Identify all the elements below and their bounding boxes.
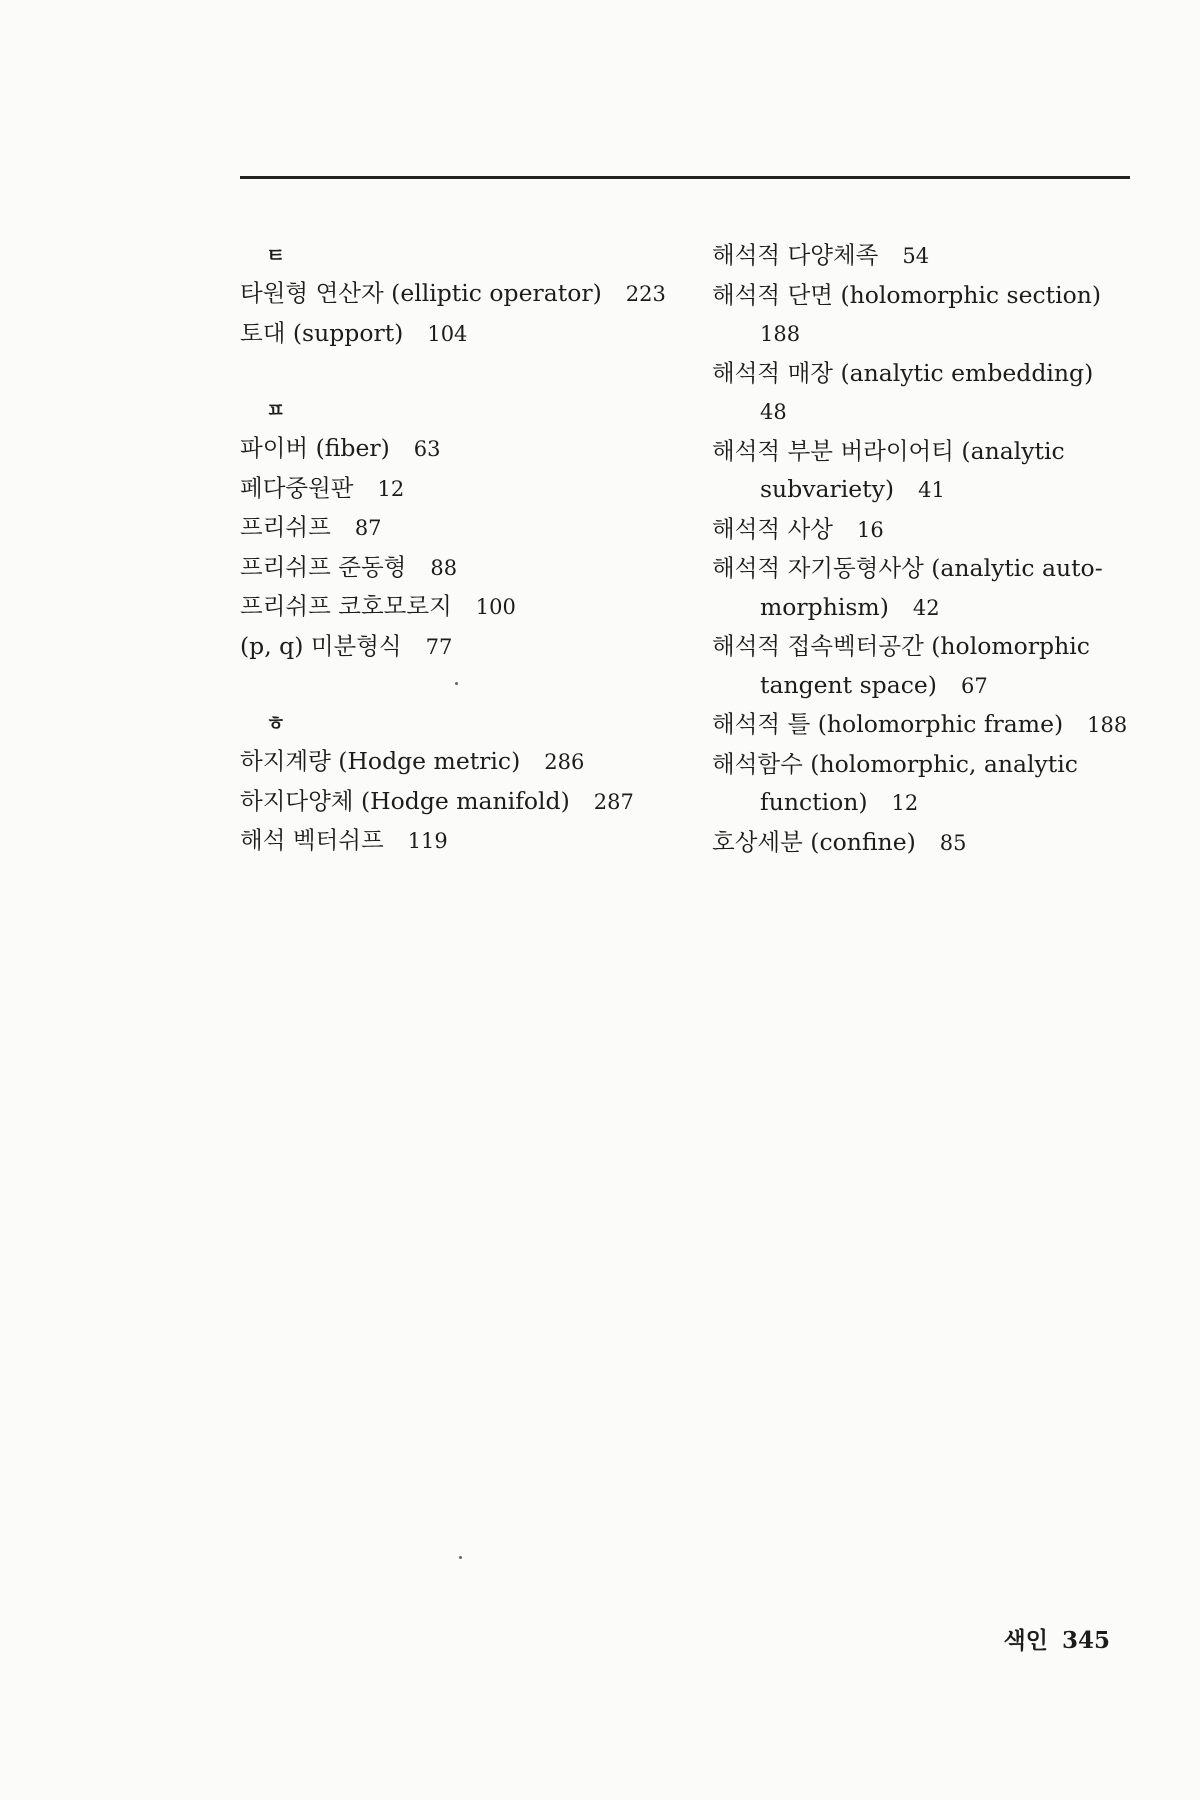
section-heading: ㅎ: [266, 711, 286, 735]
entry-page: 77: [425, 634, 453, 659]
index-entry: [240, 274, 680, 314]
entry-term: 타원형 연산자 (elliptic operator): [240, 279, 602, 307]
entry-term: 해석적 접속벡터공간 (holomorphic: [712, 632, 1090, 660]
entry-term: 프리쉬프 준동형: [240, 552, 407, 581]
entry-term: 해석적 다양체족: [712, 241, 879, 269]
entry-term: 해석적 자기동형사상 (analytic auto-: [712, 554, 1103, 582]
entry-page: 42: [912, 595, 940, 620]
index-entry: [240, 469, 680, 509]
index-entry: [712, 432, 1152, 510]
index-entry: [712, 276, 1152, 354]
entry-term: 프리쉬프 코호모로지: [240, 592, 452, 620]
scan-speck: [459, 1556, 462, 1559]
entry-term: 해석 벡터쉬프: [240, 826, 384, 854]
entry-term: 해석적 매장 (analytic embedding): [712, 358, 1094, 387]
entry-page: 286: [544, 750, 585, 774]
entry-page: 12: [891, 791, 919, 815]
entry-page: 63: [413, 437, 441, 461]
running-footer: [1004, 1622, 1110, 1655]
entry-page: 188: [760, 322, 801, 346]
entry-term: 해석적 틀 (holomorphic frame): [712, 710, 1064, 738]
index-entry: [712, 627, 1152, 705]
index-entry: [240, 314, 680, 354]
entry-page: 88: [430, 555, 458, 580]
entry-page: 16: [856, 517, 884, 542]
index-right-column: [712, 236, 1152, 862]
index-entry: [240, 782, 680, 822]
entry-term: 해석적 부분 버라이어티 (analytic: [712, 436, 1065, 465]
entry-term: 페다중원판: [240, 473, 354, 502]
entry-page: 87: [354, 516, 382, 540]
entry-page: 67: [960, 673, 988, 698]
page-number: 345: [1061, 1627, 1110, 1654]
entry-page: 54: [902, 244, 930, 268]
index-entry: [240, 627, 680, 667]
index-entry: [240, 548, 680, 588]
entry-page: 85: [939, 830, 967, 855]
entry-term-continued: tangent space): [760, 670, 937, 699]
entry-term: 하지계량 (Hodge metric): [240, 747, 521, 775]
entry-term: 토대 (support): [240, 318, 404, 347]
entry-page: 188: [1087, 713, 1128, 737]
entry-term: 하지다양체 (Hodge manifold): [240, 786, 570, 815]
header-rule: [240, 176, 1130, 179]
index-left-column: [240, 236, 680, 861]
entry-page: 12: [377, 476, 405, 501]
index-entry: [712, 549, 1152, 627]
entry-term-continued: subvariety): [760, 475, 895, 503]
entry-term: (p, q) 미분형식: [240, 631, 402, 660]
section-heading: ㅌ: [266, 243, 286, 267]
footer-label: 색인: [1003, 1627, 1048, 1654]
entry-term: 해석적 단면 (holomorphic section): [712, 280, 1102, 309]
index-entry: [240, 429, 680, 469]
entry-term: 호상세분 (confine): [712, 827, 916, 856]
entry-page: 223: [625, 282, 666, 306]
entry-term: 해석함수 (holomorphic, analytic: [712, 749, 1078, 778]
index-entry: [712, 745, 1152, 823]
entry-term: 프리쉬프: [240, 513, 331, 541]
entry-term-continued: function): [760, 788, 868, 816]
index-entry: [712, 354, 1152, 432]
entry-page: 287: [593, 789, 634, 814]
index-entry: [712, 510, 1152, 550]
entry-page: 41: [918, 478, 945, 502]
entry-term: 파이버 (fiber): [240, 434, 390, 462]
index-entry: [240, 587, 680, 627]
index-entry: [712, 705, 1152, 745]
entry-term-continued: morphism): [760, 592, 889, 621]
entry-page: 104: [427, 321, 468, 346]
entry-term: 해석적 사상: [712, 514, 833, 543]
entry-page: 119: [407, 829, 448, 853]
index-entry: [240, 508, 680, 548]
index-entry: [240, 821, 680, 861]
index-entry: [712, 236, 1152, 276]
scan-speck: [455, 682, 458, 685]
index-entry: [712, 823, 1152, 863]
index-entry: [240, 742, 680, 782]
entry-page: 48: [760, 400, 787, 424]
section-heading: ㅍ: [266, 398, 286, 422]
entry-page: 100: [475, 595, 516, 619]
